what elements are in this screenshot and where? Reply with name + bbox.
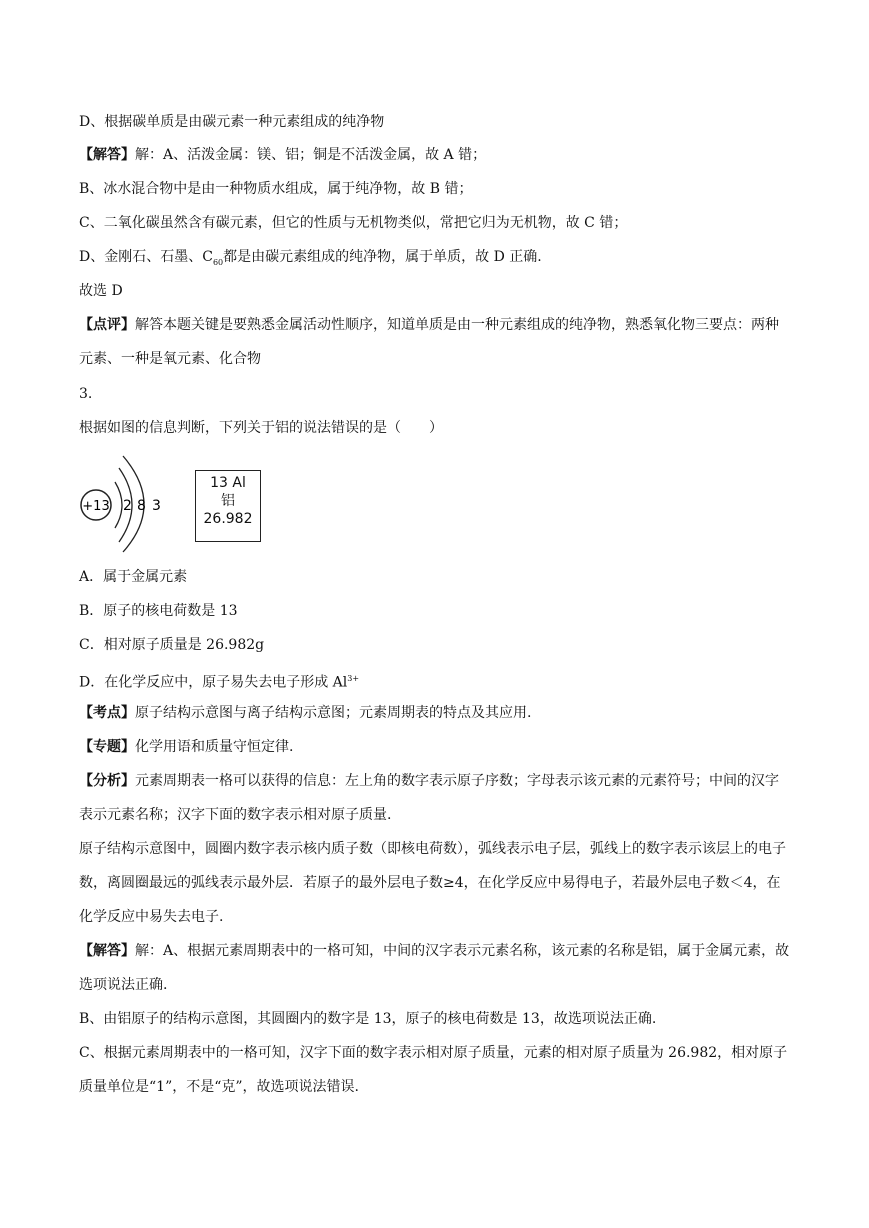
- solution-line-b: B、冰水混合物中是由一种物质水组成，属于纯净物，故 B 错；: [79, 181, 473, 197]
- solution-line-a: [79, 145, 486, 165]
- kaodian-line: [79, 703, 531, 723]
- zhuanti-tag: 【专题】: [79, 739, 135, 755]
- nucleus-label: +13: [82, 499, 110, 514]
- atomic-structure-diagram: [79, 452, 189, 554]
- text: 都是由碳元素组成的纯净物，属于单质，故 D 正确.: [223, 249, 542, 265]
- atomic-mass: 26.982: [203, 511, 253, 527]
- shell-count-2: 8: [137, 498, 146, 514]
- option-c: C．相对原子质量是 26.982g: [79, 637, 265, 653]
- comment-paragraph: [79, 308, 791, 376]
- final-choice: 故选 D: [79, 283, 123, 299]
- shell-count-1: 2: [123, 498, 132, 514]
- solution-paragraph: [79, 934, 791, 1002]
- comment-tag: 【点评】: [79, 317, 135, 333]
- zhuanti-text: 化学用语和质量守恒定律.: [135, 739, 294, 755]
- solution-tag: 【解答】: [79, 147, 135, 163]
- solution-c: C、根据元素周期表中的一格可知，汉字下面的数字表示相对原子质量，元素的相对原子质量为 26.982，相对原子质量单位是“1”，不是“克”，故选项说法错误.: [79, 1045, 788, 1095]
- analysis-text: 元素周期表一格可以获得的信息：左上角的数字表示原子序数；字母表示该元素的元素符号；中间的汉字表示元素名称；汉字下面的数字表示相对原子质量.: [79, 773, 779, 823]
- solution-tag-2: 【解答】: [79, 943, 135, 959]
- solution-b: B、由铝原子的结构示意图，其圆圈内的数字是 13，原子的核电荷数是 13，故选项说法正确.: [79, 1011, 657, 1027]
- shell-count-3: 3: [152, 498, 161, 514]
- periodic-table-cell: [195, 470, 261, 542]
- solution-text-2: 解：A、根据元素周期表中的一格可知，中间的汉字表示元素名称，该元素的名称是铝，属于金属元素，故选项说法正确.: [79, 943, 790, 993]
- solution-text: 解：A、活泼金属：镁、铝；铜是不活泼金属，故 A 错；: [135, 147, 487, 163]
- question-number: 3.: [79, 386, 93, 402]
- option-d: [79, 669, 359, 693]
- text: D．在化学反应中，原子易失去电子形成 Al: [79, 674, 348, 691]
- answer-line-d: D、根据碳单质是由碳元素一种元素组成的纯净物: [79, 114, 385, 130]
- solution-line-d: [79, 247, 542, 273]
- text: D、金刚石、石墨、C: [79, 249, 213, 265]
- analysis-paragraph-2: 原子结构示意图中，圆圈内数字表示核内质子数（即核电荷数），弧线表示电子层，弧线上的数字表示该层上的电子数，离圆圈最远的弧线表示最外层．若原子的最外层电子数≥4，在化学反应中易得电子，若最外层电子数＜4，在化学反应中易失去电子.: [79, 841, 786, 925]
- shell-arc-1: [115, 482, 122, 528]
- element-symbol: Al: [232, 475, 246, 491]
- element-name: 铝: [221, 493, 235, 509]
- analysis-tag: 【分析】: [79, 773, 135, 789]
- subscript: 60: [212, 257, 224, 267]
- zhuanti-line: [79, 737, 293, 757]
- question-stem: 根据如图的信息判断，下列关于铝的说法错误的是（ ）: [79, 420, 443, 436]
- option-b: B．原子的核电荷数是 13: [79, 603, 238, 619]
- option-a: A．属于金属元素: [79, 569, 188, 585]
- kaodian-tag: 【考点】: [79, 705, 135, 721]
- superscript: 3+: [347, 674, 360, 683]
- tile-top-row: [196, 474, 260, 492]
- kaodian-text: 原子结构示意图与离子结构示意图；元素周期表的特点及其应用.: [135, 705, 532, 721]
- atomic-number: 13: [210, 475, 228, 491]
- analysis-paragraph: [79, 764, 791, 832]
- solution-line-c: C、二氧化碳虽然含有碳元素，但它的性质与无机物类似，常把它归为无机物，故 C 错；: [79, 215, 628, 231]
- comment-text: 解答本题关键是要熟悉金属活动性顺序，知道单质是由一种元素组成的纯净物，熟悉氧化物三要点：两种元素、一种是氧元素、化合物: [79, 317, 779, 367]
- aluminum-figure: [79, 452, 259, 554]
